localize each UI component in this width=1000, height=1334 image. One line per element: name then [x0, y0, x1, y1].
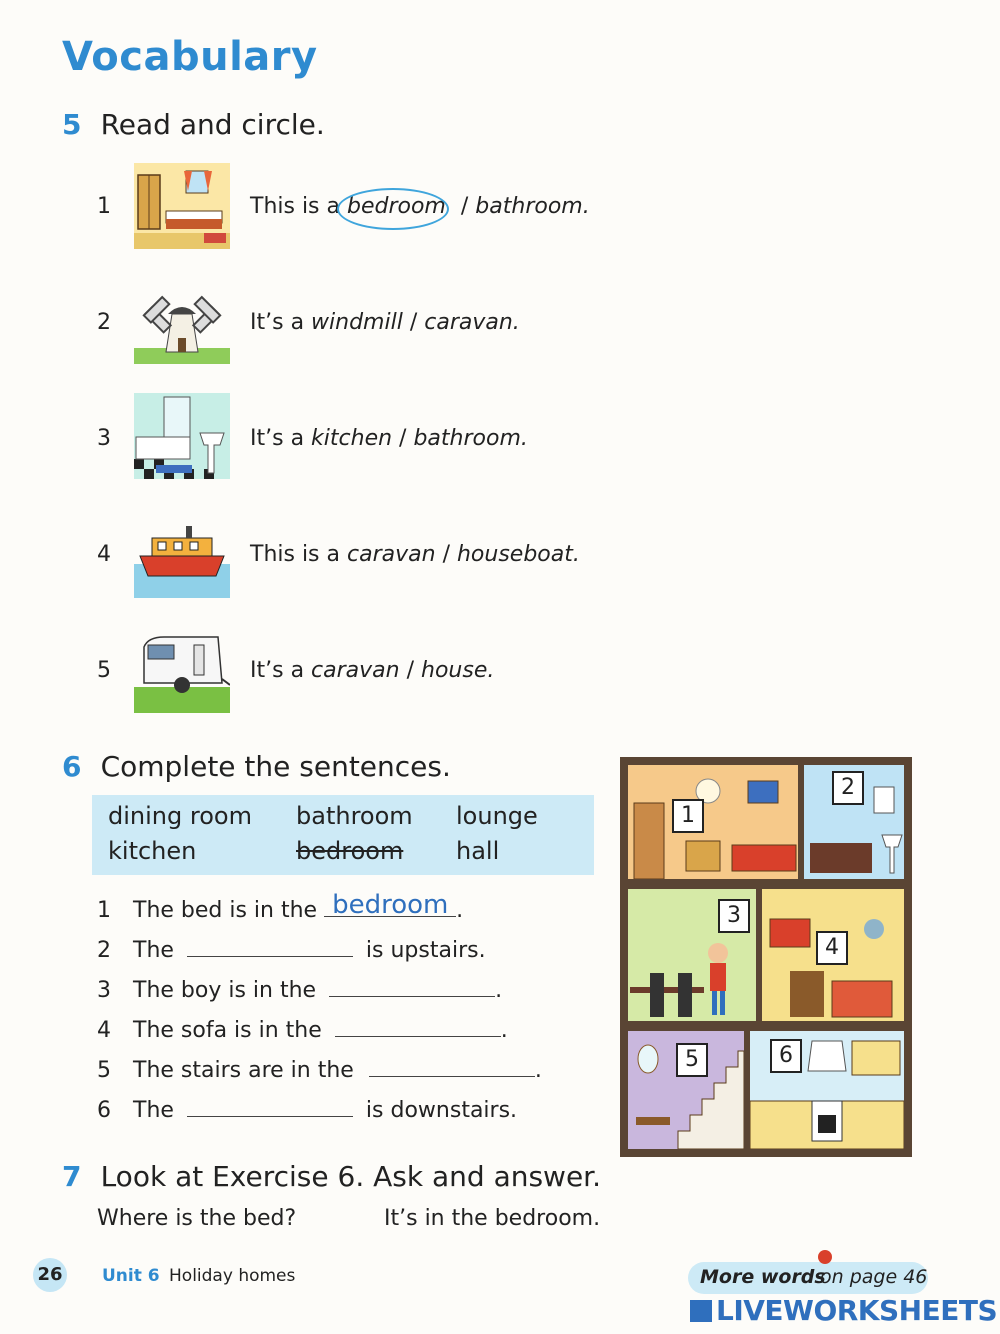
sentence-row: 2 The is upstairs. [97, 938, 486, 963]
word-lounge: lounge [456, 802, 538, 830]
option-bathroom[interactable]: bathroom. [475, 194, 590, 219]
exercise-number: 5 [62, 108, 82, 141]
item-number: 5 [97, 658, 111, 683]
item-number: 4 [97, 542, 111, 567]
model-question: Where is the bed? [97, 1206, 297, 1231]
exercise-5-heading [62, 108, 325, 141]
red-dot-icon [818, 1250, 832, 1264]
option-houseboat[interactable]: houseboat. [456, 542, 580, 567]
sentence-1: This is a bedroom / bathroom. [250, 194, 590, 219]
sentence-row: 3 The boy is in the . [97, 978, 503, 1003]
exercise-instruction: Look at Exercise 6. Ask and answer. [100, 1160, 602, 1193]
room-label: 1 [672, 799, 704, 833]
exercise-instruction: Complete the sentences. [100, 750, 451, 783]
house-illustration [620, 757, 912, 1157]
exercise-instruction: Read and circle. [100, 108, 325, 141]
word-dining-room: dining room [108, 802, 252, 830]
option-bedroom[interactable]: bedroom [347, 194, 453, 219]
word-bedroom-crossed: bedroom [296, 837, 404, 865]
page-number: 26 [33, 1258, 67, 1292]
word-kitchen: kitchen [108, 837, 197, 865]
room-bedroom [628, 765, 798, 879]
exercise-number: 6 [62, 750, 82, 783]
sentence-4: This is a caravan / houseboat. [250, 542, 580, 567]
brand-logo: LIVEWORKSHEETS [690, 1294, 997, 1327]
option-kitchen[interactable]: kitchen [311, 426, 393, 451]
room-label: 4 [816, 931, 848, 965]
bathroom-picture [134, 393, 230, 479]
exercise-number: 7 [62, 1160, 82, 1193]
item-number: 3 [97, 426, 111, 451]
item-number: 1 [97, 194, 111, 219]
word-hall: hall [456, 837, 500, 865]
sentence-row: 5 The stairs are in the . [97, 1058, 542, 1083]
sentence-row: 4 The sofa is in the . [97, 1018, 508, 1043]
room-label: 2 [832, 771, 864, 805]
option-caravan[interactable]: caravan. [424, 310, 520, 335]
word-box [92, 795, 594, 875]
room-label: 6 [770, 1039, 802, 1073]
more-words-link[interactable]: More words on page 46 [688, 1262, 928, 1294]
caravan-picture [134, 627, 230, 713]
sentence-row: 6 The is downstairs. [97, 1098, 518, 1123]
item-number: 2 [97, 310, 111, 335]
page-title: Vocabulary [62, 34, 318, 80]
answer-field-2[interactable] [187, 936, 353, 957]
exercise-6-heading [62, 750, 451, 783]
option-bathroom[interactable]: bathroom. [413, 426, 528, 451]
answer-field-3[interactable] [329, 976, 495, 997]
exercise-7-heading [62, 1160, 601, 1193]
room-label: 5 [676, 1043, 708, 1077]
answer-field-4[interactable] [335, 1016, 501, 1037]
answer-text: bedroom [332, 890, 449, 920]
model-answer: It’s in the bedroom. [384, 1206, 601, 1231]
logo-icon [690, 1300, 712, 1322]
sentence-5: It’s a caravan / house. [250, 658, 495, 683]
bedroom-picture [134, 163, 230, 249]
word-bathroom: bathroom [296, 802, 413, 830]
sentence-3: It’s a kitchen / bathroom. [250, 426, 528, 451]
sentence-row: 1 The bed is in the bedroom . [97, 890, 464, 923]
option-caravan[interactable]: caravan [311, 658, 400, 683]
option-windmill[interactable]: windmill [311, 310, 403, 335]
option-house[interactable]: house. [421, 658, 495, 683]
room-label: 3 [718, 899, 750, 933]
option-caravan[interactable]: caravan [347, 542, 436, 567]
sentence-2: It’s a windmill / caravan. [250, 310, 520, 335]
unit-label: Unit 6 Holiday homes [102, 1266, 296, 1286]
answer-circle [337, 188, 449, 230]
answer-field-6[interactable] [187, 1096, 353, 1117]
windmill-picture [134, 280, 230, 366]
answer-field-1[interactable] [324, 890, 456, 920]
answer-field-5[interactable] [369, 1056, 535, 1077]
houseboat-picture [134, 512, 230, 598]
